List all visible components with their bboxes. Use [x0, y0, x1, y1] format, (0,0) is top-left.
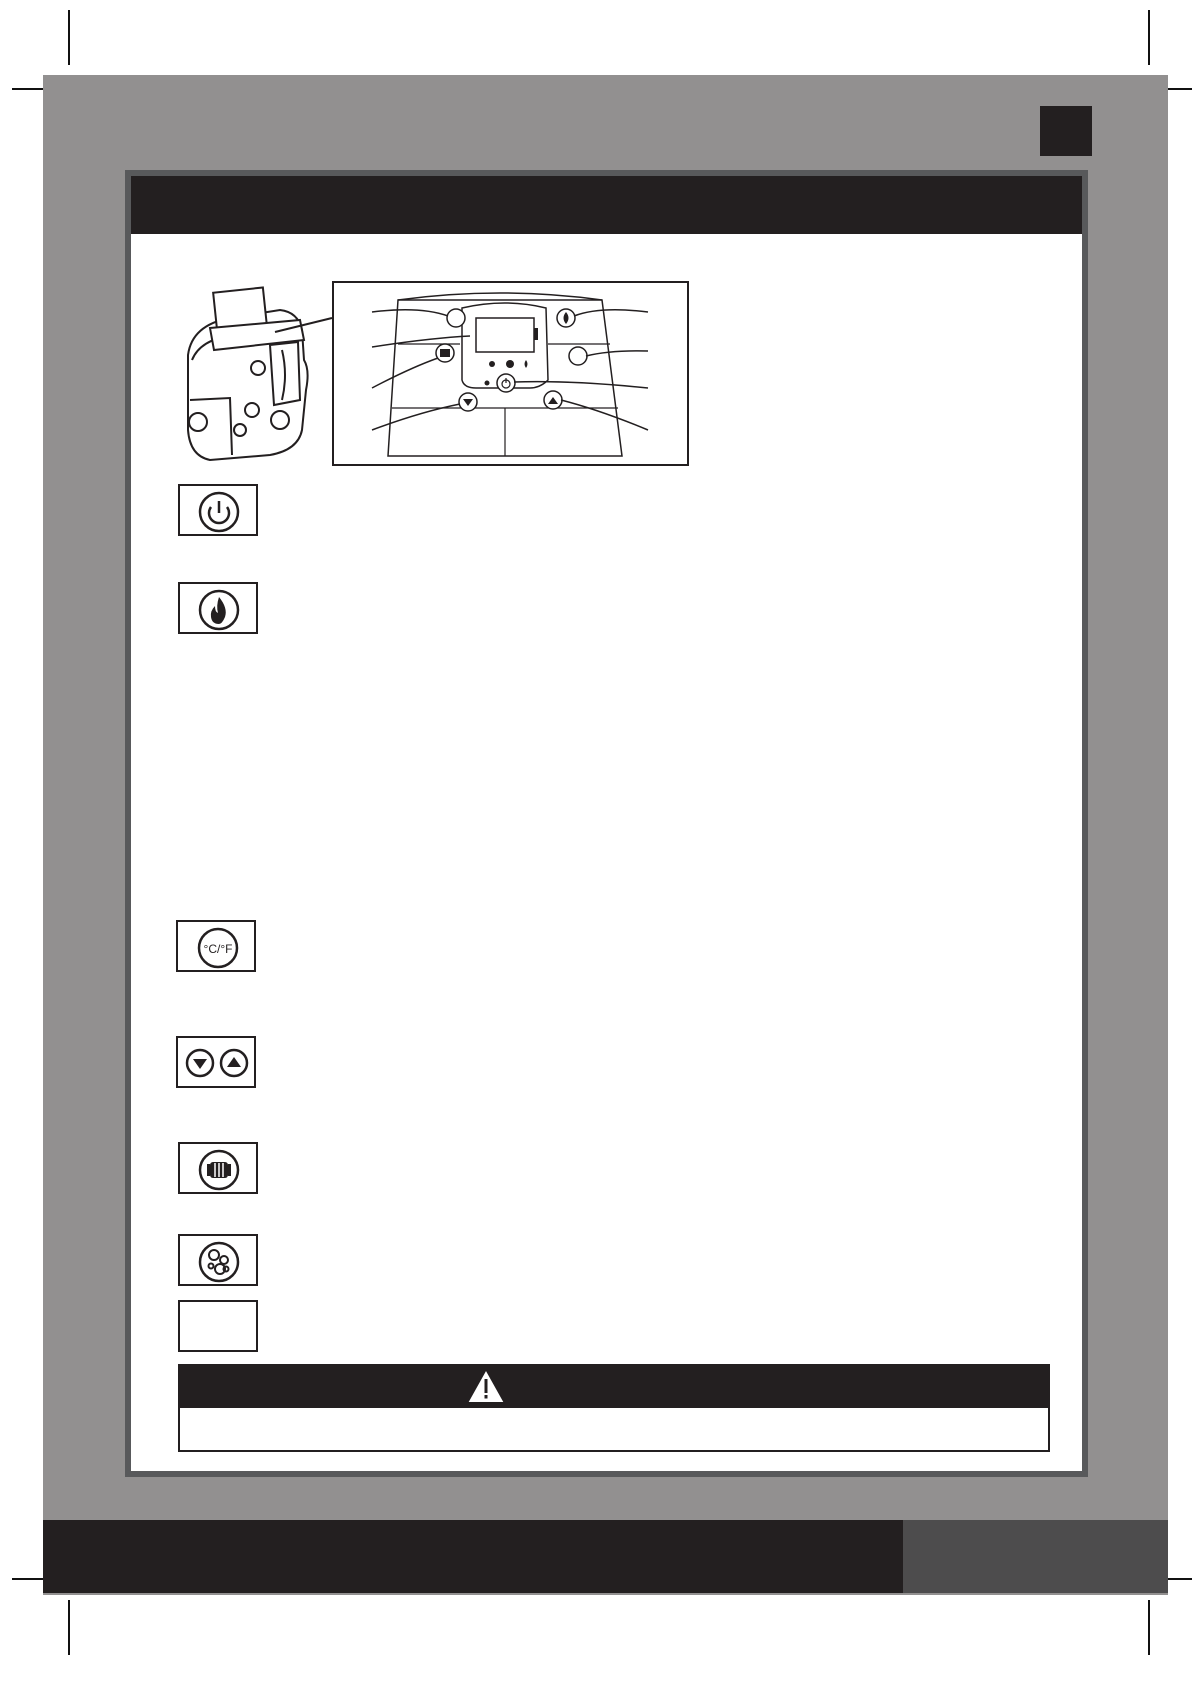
filter-pump-icon — [207, 1162, 231, 1178]
power-button-legend — [178, 484, 258, 536]
temperature-unit-glyph: °C/°F — [203, 942, 233, 956]
bubbles-icon — [209, 1250, 229, 1274]
heater-button-legend — [178, 582, 258, 634]
page-number-tab — [1040, 106, 1092, 156]
product-illustration — [170, 280, 690, 475]
footer-tab — [903, 1520, 1168, 1593]
empty-legend-box — [178, 1300, 258, 1352]
filter-button-legend — [178, 1142, 258, 1194]
adjust-buttons-legend — [176, 1036, 256, 1088]
bubbles-button-legend — [178, 1234, 258, 1286]
flame-icon — [211, 597, 226, 624]
section-header-bar — [131, 176, 1082, 234]
arrow-down-icon — [193, 1059, 207, 1069]
footer-bar — [43, 1520, 903, 1593]
arrow-up-icon — [227, 1057, 241, 1067]
temperature-unit-button-legend — [176, 920, 256, 972]
heater-unit-drawing — [188, 287, 308, 460]
warning-triangle-icon — [467, 1369, 505, 1403]
crop-mark — [68, 10, 70, 65]
crop-mark — [1148, 10, 1150, 65]
crop-mark — [1148, 1600, 1150, 1655]
control-panel-diagram — [333, 282, 688, 465]
crop-mark — [68, 1600, 70, 1655]
warning-header-bar — [178, 1364, 1050, 1408]
